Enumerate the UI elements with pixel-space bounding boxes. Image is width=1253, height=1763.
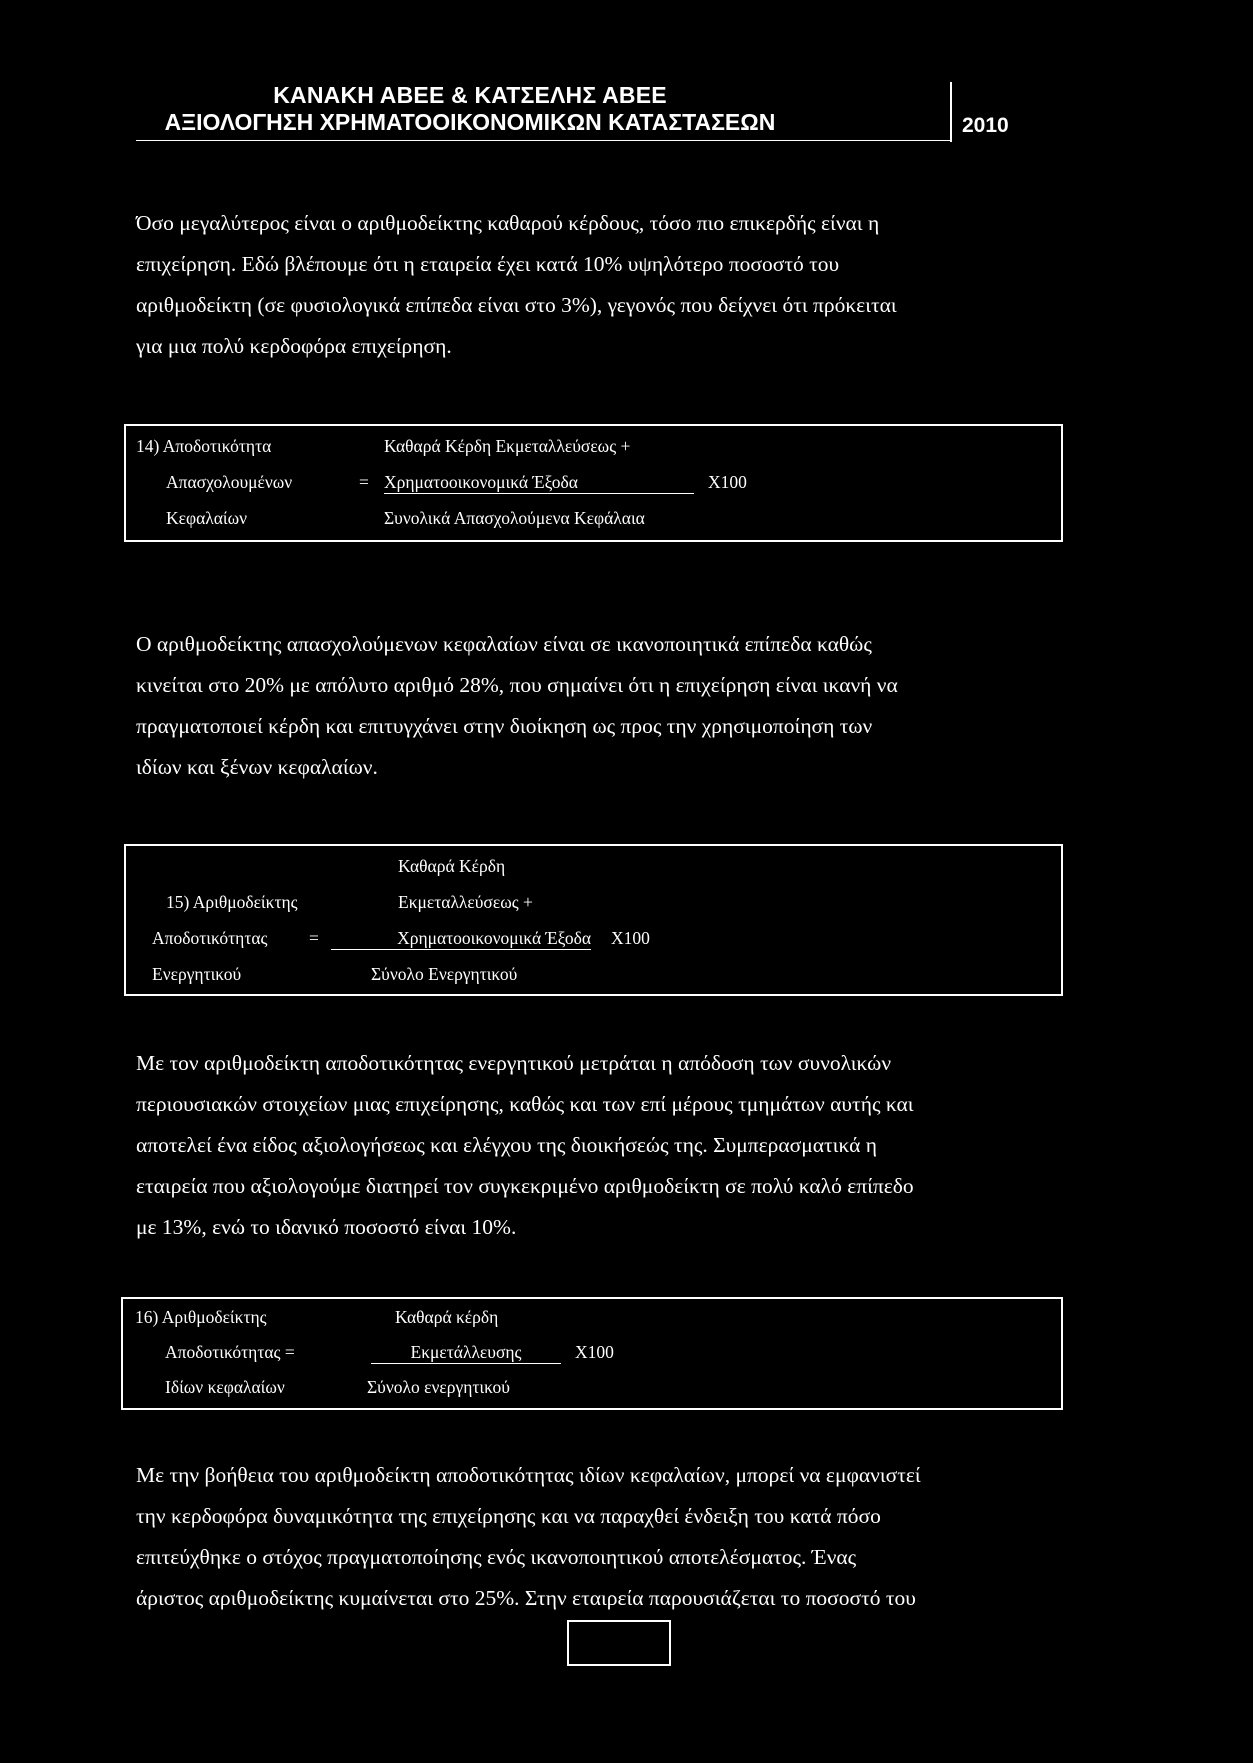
page-number-box bbox=[567, 1620, 671, 1666]
formula-label: Αποδοτικότητας bbox=[152, 928, 268, 948]
formula-numerator: Εκμετάλλευσης bbox=[371, 1342, 561, 1364]
formula-label: Κεφαλαίων bbox=[166, 508, 248, 528]
paragraph-3 bbox=[136, 1043, 1136, 1248]
formula-numerator: Χρηματοοικονομικά Έξοδα bbox=[331, 928, 591, 950]
text-line: για μια πολύ κερδοφόρα επιχείρηση. bbox=[136, 334, 452, 358]
text-line: εταιρεία που αξιολογούμε διατηρεί τον συγκεκριμένο αριθμοδείκτη σε πολύ καλό επίπεδο bbox=[136, 1174, 914, 1198]
text-line: Με τον αριθμοδείκτη αποδοτικότητας ενεργητικού μετράται η απόδοση των συνολικών bbox=[136, 1051, 892, 1075]
formula-multiplier: Χ100 bbox=[708, 472, 747, 492]
paragraph-1 bbox=[136, 203, 1136, 367]
equals-sign: = bbox=[359, 472, 369, 492]
formula-numerator: Καθαρά Κέρδη bbox=[398, 856, 506, 876]
formula-box-15 bbox=[124, 844, 1063, 996]
text-line: Με την βοήθεια του αριθμοδείκτη αποδοτικότητας ιδίων κεφαλαίων, μπορεί να εμφανιστεί bbox=[136, 1463, 921, 1487]
formula-denominator: Σύνολο ενεργητικού bbox=[367, 1377, 510, 1397]
text-line: περιουσιακών στοιχείων μιας επιχείρησης, καθώς και των επί μέρους τμημάτων αυτής και bbox=[136, 1092, 914, 1116]
text-line: Όσο μεγαλύτερος είναι ο αριθμοδείκτης καθαρού κέρδους, τόσο πιο επικερδής είναι η bbox=[136, 211, 880, 235]
text-line: αποτελεί ένα είδος αξιολογήσεως και ελέγχου της διοικήσεώς της. Συμπερασματικά η bbox=[136, 1133, 877, 1157]
formula-label: 16) Αριθμοδείκτης bbox=[135, 1307, 267, 1327]
formula-label: Ενεργητικού bbox=[152, 964, 242, 984]
header-year: 2010 bbox=[962, 114, 1009, 137]
formula-denominator: Σύνολο Ενεργητικού bbox=[371, 964, 518, 984]
formula-label: Αποδοτικότητας = bbox=[165, 1342, 295, 1362]
text-line: την κερδοφόρα δυναμικότητα της επιχείρησης και να παραχθεί ένδειξη του κατά πόσο bbox=[136, 1504, 881, 1528]
formula-box-16 bbox=[121, 1297, 1063, 1410]
formula-label: 14) Αποδοτικότητα bbox=[136, 436, 272, 456]
formula-multiplier: Χ100 bbox=[611, 928, 650, 948]
text-line: αριθμοδείκτη (σε φυσιολογικά επίπεδα είναι στο 3%), γεγονός που δείχνει ότι πρόκειται bbox=[136, 293, 897, 317]
text-line: άριστος αριθμοδείκτης κυμαίνεται στο 25%. Στην εταιρεία παρουσιάζεται το ποσοστό του bbox=[136, 1586, 916, 1610]
header-rule bbox=[136, 140, 950, 141]
text-line: με 13%, ενώ το ιδανικό ποσοστό είναι 10%. bbox=[136, 1215, 517, 1239]
formula-label: Απασχολουμένων bbox=[166, 472, 293, 492]
formula-multiplier: Χ100 bbox=[575, 1342, 614, 1362]
text-line: Ο αριθμοδείκτης απασχολούμενων κεφαλαίων είναι σε ικανοποιητικά επίπεδα καθώς bbox=[136, 632, 872, 656]
paragraph-2 bbox=[136, 624, 1136, 788]
formula-numerator: Καθαρά Κέρδη Εκμεταλλεύσεως + bbox=[384, 436, 631, 456]
header-company: ΚΑΝΑΚΗ ΑΒΕΕ & ΚΑΤΣΕΛΗΣ ΑΒΕΕ bbox=[273, 82, 667, 108]
formula-label: 15) Αριθμοδείκτης bbox=[166, 892, 298, 912]
formula-label: Ιδίων κεφαλαίων bbox=[165, 1377, 285, 1397]
paragraph-4 bbox=[136, 1455, 1136, 1619]
header-title: ΑΞΙΟΛΟΓΗΣΗ ΧΡΗΜΑΤΟΟΙΚΟΝΟΜΙΚΩΝ ΚΑΤΑΣΤΑΣΕΩΝ bbox=[164, 109, 776, 135]
formula-numerator: Εκμεταλλεύσεως + bbox=[398, 892, 533, 912]
text-line: πραγματοποιεί κέρδη και επιτυγχάνει στην διοίκηση ως προς την χρησιμοποίηση των bbox=[136, 714, 873, 738]
text-line: επιχείρηση. Εδώ βλέπουμε ότι η εταιρεία έχει κατά 10% υψηλότερο ποσοστό του bbox=[136, 252, 840, 276]
header-divider bbox=[950, 82, 952, 142]
text-line: ιδίων και ξένων κεφαλαίων. bbox=[136, 755, 378, 779]
formula-numerator: Χρηματοοικονομικά Έξοδα bbox=[384, 472, 694, 494]
formula-denominator: Συνολικά Απασχολούμενα Κεφάλαια bbox=[384, 508, 645, 528]
text-line: κινείται στο 20% με απόλυτο αριθμό 28%, που σημαίνει ότι η επιχείρηση είναι ικανή να bbox=[136, 673, 898, 697]
equals-sign: = bbox=[309, 928, 319, 948]
formula-numerator: Καθαρά κέρδη bbox=[395, 1307, 499, 1327]
text-line: επιτεύχθηκε ο στόχος πραγματοποίησης ενός ικανοποιητικού αποτελέσματος. Ένας bbox=[136, 1545, 857, 1569]
formula-box-14 bbox=[124, 424, 1063, 542]
